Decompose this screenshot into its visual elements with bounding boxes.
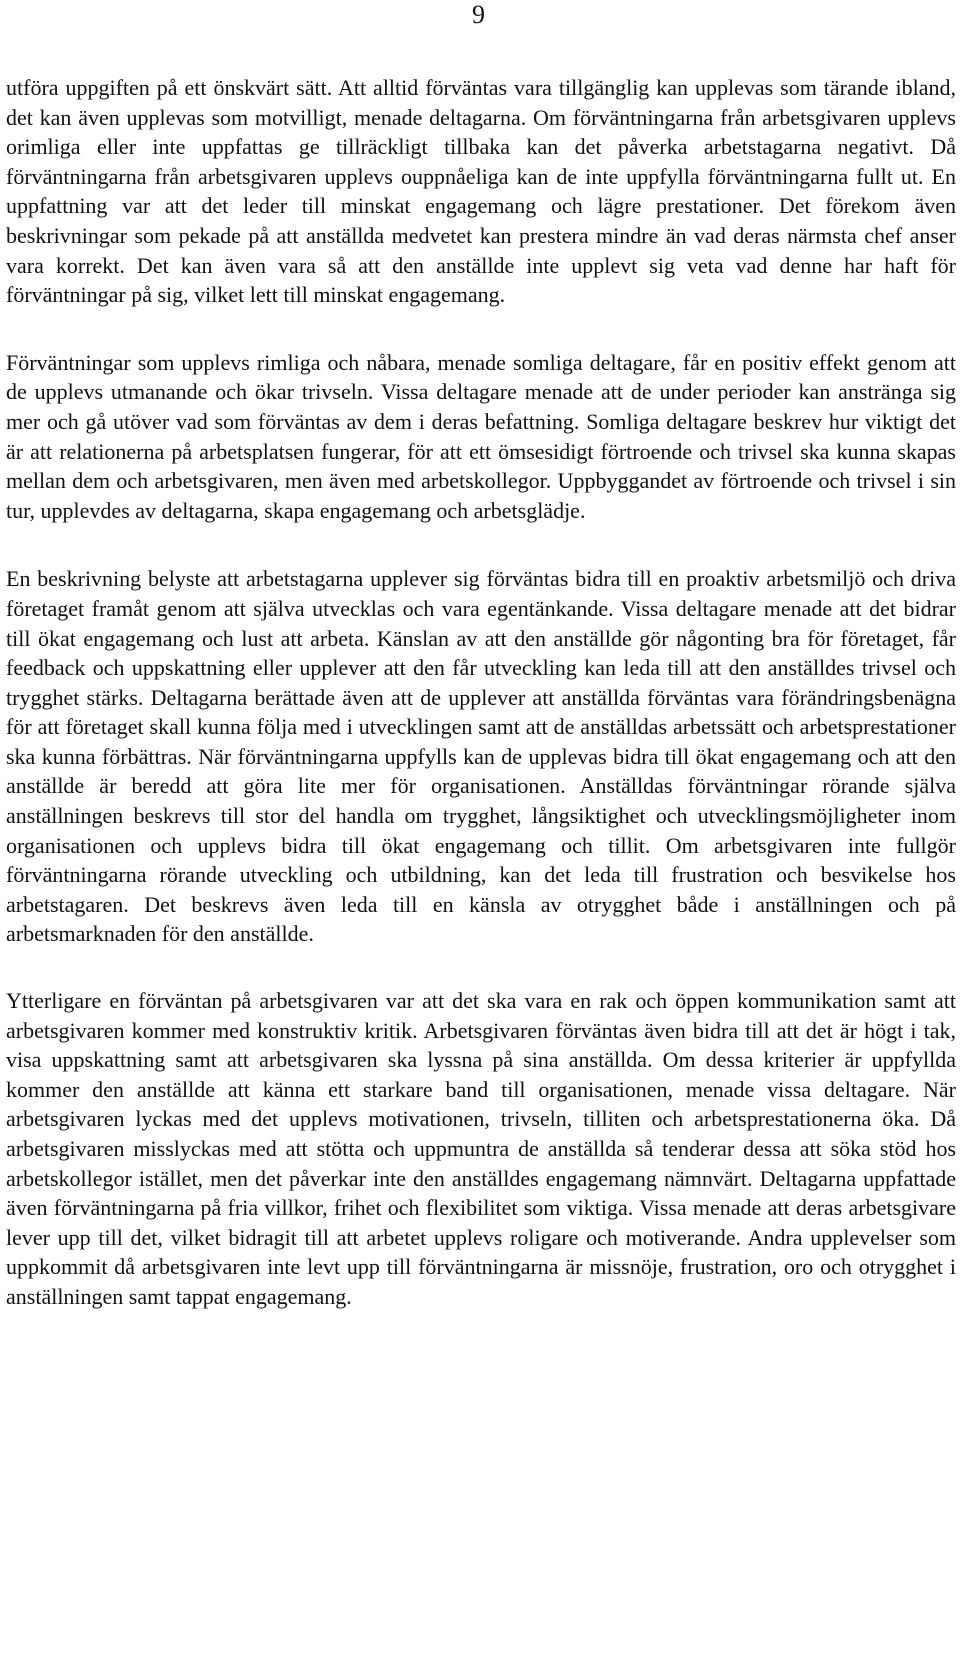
paragraph: Ytterligare en förväntan på arbetsgivaren var att det ska vara en rak och öppen kommunikation samt att arbetsgivaren kommer med konstruktiv kritik. Arbetsgivaren förväntas även bidra till att det är högt i tak, visa uppskattning samt att arbetsgivaren ska lyssna på sina anställda. Om dessa kriterier är uppfyllda kommer den anställde att känna ett starkare band till organisationen, menade vissa deltagare. När arbetsgivaren lyckas med det upplevs motivationen, trivseln, tilliten och arbetsprestationerna öka. Då arbetsgivaren misslyckas med att stötta och uppmuntra de anställda så tenderar dessa att söka stöd hos arbetskollegor istället, men det påverkar inte den anställdes engagemang nämnvärt. Deltagarna uppfattade även förväntningarna på fria villkor, frihet och flexibilitet som viktiga. Vissa menade att deras arbetsgivare lever upp till det, vilket bidragit till att arbetet upplevs roligare och motiverande. Andra upplevelser som uppkommit då arbetsgivaren inte levt upp till förväntningarna är missnöje, frustration, oro och otrygghet i anställningen samt tappat engagemang. <box>6 988 956 1309</box>
paragraph: En beskrivning belyste att arbetstagarna upplever sig förväntas bidra till en proaktiv arbetsmiljö och driva företaget framåt genom att själva utvecklas och vara egentänkande. Vissa deltagare menade att det bidrar till ökat engagemang och lust att arbeta. Känslan av att den anställde gör någonting bra för företaget, får feedback och uppskattning eller upplever att den får utveckling kan leda till att den anställdes trivsel och trygghet stärks. Deltagarna berättade även att de upplever att anställda förväntas vara förändringsbenägna för att företaget skall kunna följa med i utvecklingen samt att de anställdas arbetssätt och arbetsprestationer ska kunna förbättras. När förväntningarna uppfylls kan de upplevas bidra till ökat engagemang och att den anställde är beredd att göra lite mer för organisationen. Anställdas förväntningar rörande själva anställningen beskrevs till stor del handla om trygghet, långsiktighet och utvecklingsmöjligheter inom organisationen och upplevs bidra till ökat engagemang och tillit. Om arbetsgivaren inte fullgör förväntningarna rörande utveckling och utbildning, kan det leda till frustration och besvikelse hos arbetstagaren. Det beskrevs även leda till en känsla av otrygghet både i anställningen och på arbetsmarknaden för den anställde. <box>6 566 956 947</box>
body-text <box>6 73 956 1350</box>
paragraph: utföra uppgiften på ett önskvärt sätt. Att alltid förväntas vara tillgänglig kan upplevas som tärande ibland, det kan även upplevas som motvilligt, menade deltagarna. Om förväntningarna från arbetsgivaren upplevs orimliga eller inte uppfattas ge tillräckligt tillbaka kan det påverka arbetstagarna negativt. Då förväntningarna från arbetsgivaren upplevs ouppnåeliga kan de inte uppfylla förväntningarna fullt ut. En uppfattning var att det leder till minskat engagemang och lägre prestationer. Det förekom även beskrivningar som pekade på att anställda medvetet kan prestera mindre än vad deras närmsta chef anser vara korrekt. Det kan även vara så att den anställde inte upplevt sig veta vad denne har haft för förväntningar på sig, vilket lett till minskat engagemang. <box>6 75 956 308</box>
page-number: 9 <box>472 0 485 29</box>
paragraph: Förväntningar som upplevs rimliga och nåbara, menade somliga deltagare, får en positiv effekt genom att de upplevs utmanande och ökar trivseln. Vissa deltagare menade att de under perioder kan anstränga sig mer och gå utöver vad som förväntas av dem i deras befattning. Somliga deltagare beskrev hur viktigt det är att relationerna på arbetsplatsen fungerar, för att ett ömsesidigt förtroende och trivsel ska kunna skapas mellan dem och arbetsgivaren, men även med arbetskollegor. Uppbyggandet av förtroende och trivsel i sin tur, upplevdes av deltagarna, skapa engagemang och arbetsglädje. <box>6 349 956 523</box>
